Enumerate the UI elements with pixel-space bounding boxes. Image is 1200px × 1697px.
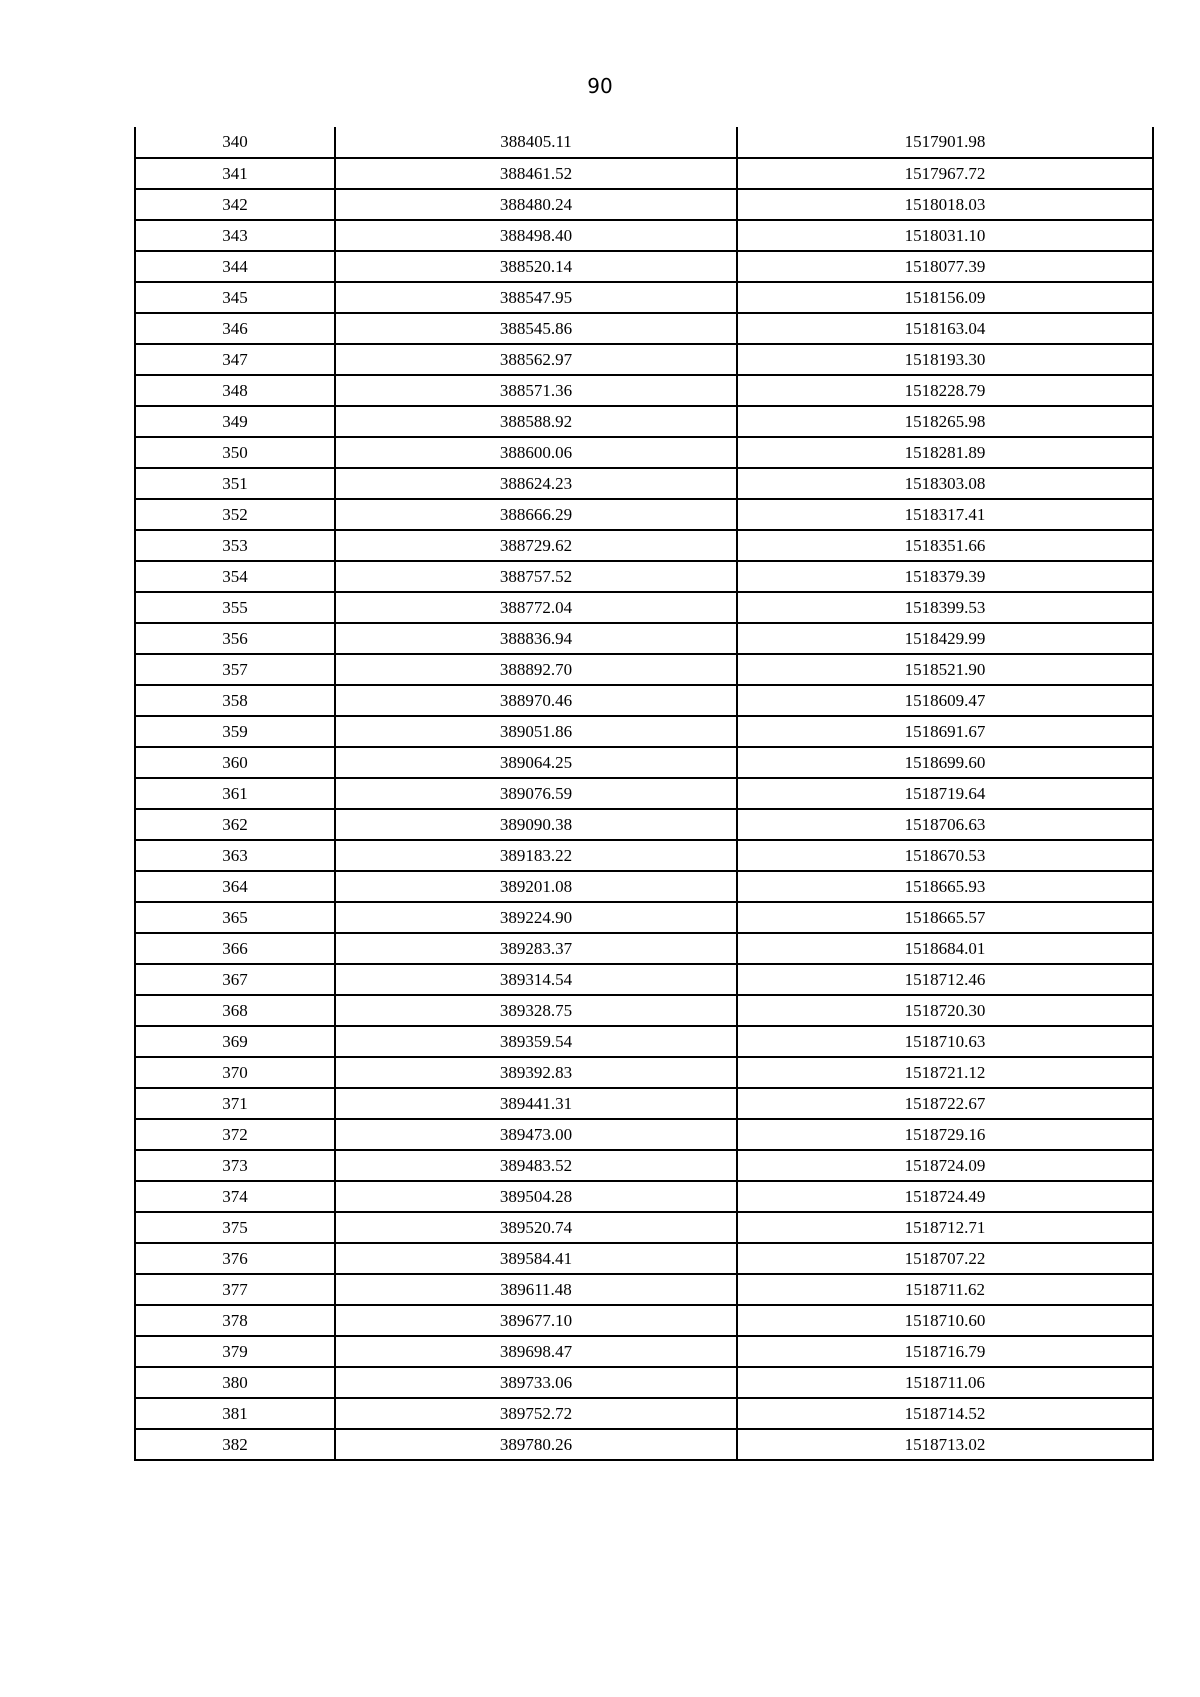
point-number-cell: 354 — [135, 561, 335, 592]
point-number-cell: 358 — [135, 685, 335, 716]
table-row — [135, 1088, 1153, 1119]
y-coordinate-cell: 1518721.12 — [737, 1057, 1153, 1088]
x-coordinate-cell: 389584.41 — [335, 1243, 737, 1274]
point-number-cell: 342 — [135, 189, 335, 220]
table-row — [135, 437, 1153, 468]
point-number-cell: 365 — [135, 902, 335, 933]
table-row — [135, 685, 1153, 716]
x-coordinate-cell: 389328.75 — [335, 995, 737, 1026]
point-number-cell: 353 — [135, 530, 335, 561]
point-number-cell: 364 — [135, 871, 335, 902]
point-number-cell: 377 — [135, 1274, 335, 1305]
table-row — [135, 747, 1153, 778]
table-row — [135, 468, 1153, 499]
point-number-cell: 356 — [135, 623, 335, 654]
y-coordinate-cell: 1518609.47 — [737, 685, 1153, 716]
table-row — [135, 778, 1153, 809]
point-number-cell: 375 — [135, 1212, 335, 1243]
x-coordinate-cell: 389090.38 — [335, 809, 737, 840]
page-number: 90 — [587, 74, 613, 98]
y-coordinate-cell: 1518724.49 — [737, 1181, 1153, 1212]
y-coordinate-cell: 1518018.03 — [737, 189, 1153, 220]
y-coordinate-cell: 1518710.63 — [737, 1026, 1153, 1057]
y-coordinate-cell: 1518665.93 — [737, 871, 1153, 902]
x-coordinate-cell: 388624.23 — [335, 468, 737, 499]
point-number-cell: 357 — [135, 654, 335, 685]
y-coordinate-cell: 1518521.90 — [737, 654, 1153, 685]
x-coordinate-cell: 389051.86 — [335, 716, 737, 747]
y-coordinate-cell: 1518711.62 — [737, 1274, 1153, 1305]
point-number-cell: 359 — [135, 716, 335, 747]
x-coordinate-cell: 388461.52 — [335, 158, 737, 189]
x-coordinate-cell: 388588.92 — [335, 406, 737, 437]
table-row — [135, 840, 1153, 871]
y-coordinate-cell: 1518163.04 — [737, 313, 1153, 344]
y-coordinate-cell: 1518713.02 — [737, 1429, 1153, 1460]
table-row — [135, 933, 1153, 964]
x-coordinate-cell: 388520.14 — [335, 251, 737, 282]
table-row — [135, 313, 1153, 344]
point-number-cell: 368 — [135, 995, 335, 1026]
table-row — [135, 251, 1153, 282]
table-row — [135, 1212, 1153, 1243]
point-number-cell: 376 — [135, 1243, 335, 1274]
x-coordinate-cell: 388571.36 — [335, 375, 737, 406]
y-coordinate-cell: 1518684.01 — [737, 933, 1153, 964]
table-row — [135, 127, 1153, 158]
point-number-cell: 374 — [135, 1181, 335, 1212]
x-coordinate-cell: 389520.74 — [335, 1212, 737, 1243]
y-coordinate-cell: 1518193.30 — [737, 344, 1153, 375]
y-coordinate-cell: 1518670.53 — [737, 840, 1153, 871]
x-coordinate-cell: 388729.62 — [335, 530, 737, 561]
y-coordinate-cell: 1518281.89 — [737, 437, 1153, 468]
x-coordinate-cell: 388498.40 — [335, 220, 737, 251]
y-coordinate-cell: 1518729.16 — [737, 1119, 1153, 1150]
table-row — [135, 1398, 1153, 1429]
x-coordinate-cell: 388836.94 — [335, 623, 737, 654]
point-number-cell: 344 — [135, 251, 335, 282]
x-coordinate-cell: 389076.59 — [335, 778, 737, 809]
y-coordinate-cell: 1517901.98 — [737, 127, 1153, 158]
table-row — [135, 623, 1153, 654]
point-number-cell: 381 — [135, 1398, 335, 1429]
y-coordinate-cell: 1518724.09 — [737, 1150, 1153, 1181]
x-coordinate-cell: 388970.46 — [335, 685, 737, 716]
y-coordinate-cell: 1518716.79 — [737, 1336, 1153, 1367]
table-row — [135, 1336, 1153, 1367]
table-row — [135, 1057, 1153, 1088]
x-coordinate-cell: 389064.25 — [335, 747, 737, 778]
table-row — [135, 871, 1153, 902]
y-coordinate-cell: 1518712.71 — [737, 1212, 1153, 1243]
table-row — [135, 1367, 1153, 1398]
y-coordinate-cell: 1518379.39 — [737, 561, 1153, 592]
y-coordinate-cell: 1518722.67 — [737, 1088, 1153, 1119]
x-coordinate-cell: 388545.86 — [335, 313, 737, 344]
x-coordinate-cell: 388892.70 — [335, 654, 737, 685]
y-coordinate-cell: 1518429.99 — [737, 623, 1153, 654]
table-row — [135, 1181, 1153, 1212]
y-coordinate-cell: 1518710.60 — [737, 1305, 1153, 1336]
point-number-cell: 380 — [135, 1367, 335, 1398]
y-coordinate-cell: 1518031.10 — [737, 220, 1153, 251]
x-coordinate-cell: 389441.31 — [335, 1088, 737, 1119]
y-coordinate-cell: 1518711.06 — [737, 1367, 1153, 1398]
point-number-cell: 343 — [135, 220, 335, 251]
point-number-cell: 362 — [135, 809, 335, 840]
table-row — [135, 654, 1153, 685]
x-coordinate-cell: 389733.06 — [335, 1367, 737, 1398]
point-number-cell: 366 — [135, 933, 335, 964]
x-coordinate-cell: 389201.08 — [335, 871, 737, 902]
table-row — [135, 561, 1153, 592]
point-number-cell: 351 — [135, 468, 335, 499]
y-coordinate-cell: 1518707.22 — [737, 1243, 1153, 1274]
y-coordinate-cell: 1517967.72 — [737, 158, 1153, 189]
table-row — [135, 220, 1153, 251]
x-coordinate-cell: 389504.28 — [335, 1181, 737, 1212]
table-row — [135, 964, 1153, 995]
table-row — [135, 1274, 1153, 1305]
x-coordinate-cell: 389780.26 — [335, 1429, 737, 1460]
table-row — [135, 1119, 1153, 1150]
table-row — [135, 592, 1153, 623]
point-number-cell: 382 — [135, 1429, 335, 1460]
x-coordinate-cell: 389473.00 — [335, 1119, 737, 1150]
y-coordinate-cell: 1518714.52 — [737, 1398, 1153, 1429]
y-coordinate-cell: 1518317.41 — [737, 499, 1153, 530]
y-coordinate-cell: 1518665.57 — [737, 902, 1153, 933]
x-coordinate-cell: 388772.04 — [335, 592, 737, 623]
point-number-cell: 349 — [135, 406, 335, 437]
point-number-cell: 355 — [135, 592, 335, 623]
coordinate-table — [134, 127, 1154, 1461]
point-number-cell: 340 — [135, 127, 335, 158]
x-coordinate-cell: 389483.52 — [335, 1150, 737, 1181]
point-number-cell: 370 — [135, 1057, 335, 1088]
x-coordinate-cell: 389611.48 — [335, 1274, 737, 1305]
x-coordinate-cell: 388405.11 — [335, 127, 737, 158]
x-coordinate-cell: 388562.97 — [335, 344, 737, 375]
point-number-cell: 361 — [135, 778, 335, 809]
table-row — [135, 344, 1153, 375]
point-number-cell: 369 — [135, 1026, 335, 1057]
table-row — [135, 1026, 1153, 1057]
point-number-cell: 341 — [135, 158, 335, 189]
point-number-cell: 348 — [135, 375, 335, 406]
table-row — [135, 902, 1153, 933]
y-coordinate-cell: 1518156.09 — [737, 282, 1153, 313]
point-number-cell: 350 — [135, 437, 335, 468]
y-coordinate-cell: 1518699.60 — [737, 747, 1153, 778]
x-coordinate-cell: 388757.52 — [335, 561, 737, 592]
table-row — [135, 1429, 1153, 1460]
x-coordinate-cell: 388547.95 — [335, 282, 737, 313]
table-body — [135, 127, 1153, 1460]
point-number-cell: 372 — [135, 1119, 335, 1150]
x-coordinate-cell: 389283.37 — [335, 933, 737, 964]
y-coordinate-cell: 1518706.63 — [737, 809, 1153, 840]
y-coordinate-cell: 1518265.98 — [737, 406, 1153, 437]
table-row — [135, 809, 1153, 840]
table-row — [135, 995, 1153, 1026]
table-row — [135, 530, 1153, 561]
x-coordinate-cell: 389314.54 — [335, 964, 737, 995]
table-row — [135, 375, 1153, 406]
x-coordinate-cell: 389698.47 — [335, 1336, 737, 1367]
point-number-cell: 347 — [135, 344, 335, 375]
point-number-cell: 346 — [135, 313, 335, 344]
x-coordinate-cell: 389183.22 — [335, 840, 737, 871]
point-number-cell: 378 — [135, 1305, 335, 1336]
point-number-cell: 373 — [135, 1150, 335, 1181]
y-coordinate-cell: 1518720.30 — [737, 995, 1153, 1026]
y-coordinate-cell: 1518719.64 — [737, 778, 1153, 809]
y-coordinate-cell: 1518399.53 — [737, 592, 1153, 623]
y-coordinate-cell: 1518691.67 — [737, 716, 1153, 747]
table-row — [135, 282, 1153, 313]
point-number-cell: 371 — [135, 1088, 335, 1119]
table-row — [135, 499, 1153, 530]
y-coordinate-cell: 1518077.39 — [737, 251, 1153, 282]
table-row — [135, 1150, 1153, 1181]
point-number-cell: 345 — [135, 282, 335, 313]
x-coordinate-cell: 388666.29 — [335, 499, 737, 530]
y-coordinate-cell: 1518712.46 — [737, 964, 1153, 995]
x-coordinate-cell: 388600.06 — [335, 437, 737, 468]
x-coordinate-cell: 389392.83 — [335, 1057, 737, 1088]
y-coordinate-cell: 1518228.79 — [737, 375, 1153, 406]
table-row — [135, 1243, 1153, 1274]
x-coordinate-cell: 389677.10 — [335, 1305, 737, 1336]
x-coordinate-cell: 389359.54 — [335, 1026, 737, 1057]
point-number-cell: 352 — [135, 499, 335, 530]
point-number-cell: 367 — [135, 964, 335, 995]
table-row — [135, 1305, 1153, 1336]
table-row — [135, 189, 1153, 220]
point-number-cell: 363 — [135, 840, 335, 871]
table-row — [135, 406, 1153, 437]
point-number-cell: 379 — [135, 1336, 335, 1367]
x-coordinate-cell: 388480.24 — [335, 189, 737, 220]
x-coordinate-cell: 389752.72 — [335, 1398, 737, 1429]
point-number-cell: 360 — [135, 747, 335, 778]
x-coordinate-cell: 389224.90 — [335, 902, 737, 933]
table-row — [135, 716, 1153, 747]
y-coordinate-cell: 1518303.08 — [737, 468, 1153, 499]
y-coordinate-cell: 1518351.66 — [737, 530, 1153, 561]
table-row — [135, 158, 1153, 189]
